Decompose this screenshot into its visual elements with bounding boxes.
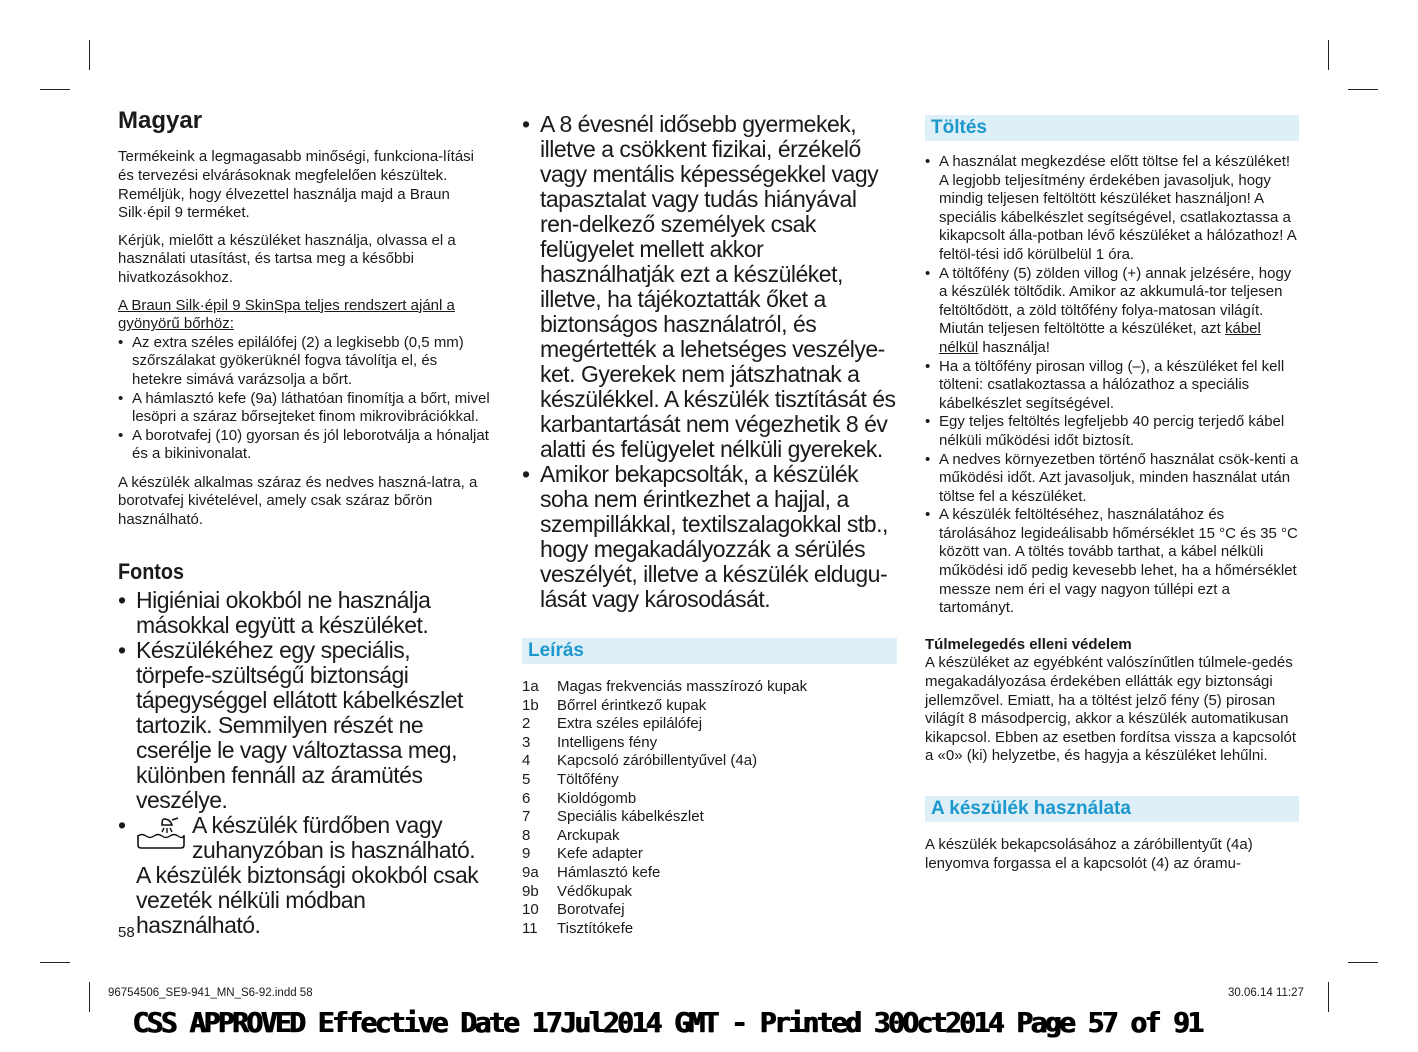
crop-mark [1348, 962, 1378, 963]
section-title-fontos: Fontos [118, 558, 184, 584]
table-row [522, 697, 807, 716]
part-name: Intelligens fény [557, 733, 658, 751]
part-name: Kapcsoló záróbillentyűvel (4a) [557, 752, 758, 770]
part-number: 6 [522, 789, 531, 807]
part-number: 9b [522, 882, 539, 900]
table-row [522, 883, 807, 902]
part-number: 5 [522, 770, 531, 788]
table-row [522, 771, 807, 790]
table-row [522, 715, 807, 734]
part-name: Bőrrel érintkező kupak [557, 696, 707, 714]
list-item: • A nedves környezetben történő használat csök-kenti a működési időt. Azt javasoljuk, minden használat után töltse fel a készüléket. [925, 451, 1299, 507]
part-number: 10 [522, 901, 539, 919]
print-date: 30.06.14 11:27 [1228, 987, 1304, 999]
part-number: 4 [522, 752, 531, 770]
table-row [522, 678, 807, 697]
list-item: • Egy teljes feltöltés legfeljebb 40 percig terjedő kábel nélküli működési időt biztosít. [925, 413, 1299, 450]
list-item: • Az extra széles epilálófej (2) a legkisebb (0,5 mm) szőrszálakat gyökerüknél fogva távolítja el, és hetekre simává varázsolja a bőrt. [118, 334, 490, 390]
part-name: Védőkupak [557, 882, 633, 900]
file-info: 96754506_SE9-941_MN_S6-92.indd 58 [108, 987, 313, 999]
list-item: • A készülék feltöltéséhez, használatához és tárolásához legideálisabb hőmérséklet 15 °C és 35 °C között van. A töltés tovább tarthat, a kábel nélküli működési idő pedig kevesebb lehet, ha a hőmérséklet messze nem éri el vagy nagyon túllépi ezt a tartományt. [925, 506, 1299, 618]
part-number: 9a [522, 863, 539, 881]
part-name: Töltőfény [557, 770, 619, 788]
parts-table [522, 678, 807, 938]
column-right [925, 115, 1299, 882]
wet-dry-paragraph: A készülék alkalmas száraz és nedves haszná-latra, a borotvafej kivételével, amely csak száraz bőrön használható. [118, 473, 478, 529]
list-item-text: A töltőfény (5) zölden villog (+) annak jelzésére, hogy a készülék töltődik. Amikor az akkumulá-tor teljesen feltöltődött, a zöld töltőfény folya-matosan világít. Miután teljesen feltöltötte a készüléket, azt [939, 264, 1292, 338]
crop-mark [40, 962, 70, 963]
bath-use-text: A készülék fürdőben vagy zuhanyzóban is használható. A készülék biztonsági okokból csak vezeték nélküli módban használható. [136, 811, 479, 938]
list-item: • Amikor bekapcsolták, a készülék soha nem érintkezhet a hajjal, a szempillákkal, textilszalagokkal stb., hogy megakadályozzák a sérülés veszélyét, illetve a készülék eldugu-lását vagy károsodását. [522, 462, 897, 612]
crop-mark [1328, 982, 1329, 1012]
part-number: 11 [522, 919, 538, 937]
list-item-text: használja! [978, 338, 1050, 356]
table-row [522, 752, 807, 771]
part-name: Arckupak [557, 826, 620, 844]
bath-shower-icon [136, 815, 186, 849]
section-header-hasznalat: A készülék használata [925, 796, 1299, 822]
list-item: • A 8 évesnél idősebb gyermekek, illetve a csökkent fizikai, érzékelő vagy mentális képességekkel vagy tapasztalat vagy tudás hiányával ren-delkező személyek csak felügyelet mellett akkor használhatják ezt a készüléket, illetve, ha tájékoztatták őket a biztonságos használatról, és megértették a lehetséges veszélye-ket. Gyerekek nem játszhatnak a készülékkel. A készülék tisztítását és karbantartását nem végezhetik 8 év alatti és felügyelet nélküli gyerekek. [522, 112, 897, 462]
part-name: Hámlasztó kefe [557, 863, 661, 881]
charging-list [925, 153, 1299, 618]
table-row [522, 790, 807, 809]
part-number: 7 [522, 808, 531, 826]
list-item: • A használat megkezdése előtt töltse fel a készüléket! A legjobb teljesítmény érdekében javasoljuk, hogy mindig teljesen feltöltött készüléket használjon! A speciális kábelkészlet segítségével, csatlakoztassa a kikapcsolt álla-potban lévő készüléket a hálózathoz! A feltöl-tési idő körülbelül 1 óra. [925, 153, 1299, 265]
section-header-toltes: Töltés [925, 115, 1299, 141]
overheat-title: Túlmelegedés elleni védelem [925, 635, 1132, 653]
part-name: Tisztítókefe [557, 919, 634, 937]
part-name: Extra széles epilálófej [557, 715, 703, 733]
part-name: Magas frekvenciás masszírozó kupak [557, 678, 808, 695]
cordless-emphasis: kábel nélkül [939, 320, 1261, 356]
safety-list [522, 112, 897, 612]
column-middle [522, 112, 897, 938]
list-item: • Készülékéhez egy speciális, törpefe-szültségű biztonsági tápegységgel ellátott kábelkészlet tartozik. Semmilyen részét ne cserélje le vagy változtassa meg, különben fennáll az áramütés veszélye. [118, 638, 490, 813]
table-row [522, 920, 807, 939]
part-number: 1a [522, 678, 539, 695]
part-name: Speciális kábelkészlet [557, 808, 704, 826]
table-row [522, 808, 807, 827]
feature-list [118, 334, 490, 464]
crop-mark [89, 40, 90, 70]
crop-mark [89, 982, 90, 1012]
part-number: 1b [522, 696, 539, 714]
approval-stamp: CSS APPROVED Effective Date 17Jul2014 GMT - Printed 30Oct2014 Page 57 of 91 [132, 1006, 1202, 1039]
part-number: 3 [522, 733, 531, 751]
table-row [522, 827, 807, 846]
section-header-leiras: Leírás [522, 638, 897, 664]
usage-paragraph: A készülék bekapcsolásához a záróbillentyűt (4a) lenyomva forgassa el a kapcsolót (4) az óramu- [925, 836, 1253, 872]
column-left [118, 108, 490, 938]
part-number: 9 [522, 845, 531, 863]
table-row [522, 845, 807, 864]
list-item [925, 265, 1299, 358]
crop-mark [40, 89, 70, 90]
page-number: 58 [118, 924, 135, 941]
table-row [522, 734, 807, 753]
part-name: Kioldógomb [557, 789, 637, 807]
crop-mark [1328, 40, 1329, 70]
read-manual-paragraph: Kérjük, mielőtt a készüléket használja, olvassa el a használati utasítást, és tartsa meg a későbbi hivatkozásokhoz. [118, 231, 456, 286]
important-list [118, 588, 490, 938]
part-number: 8 [522, 826, 531, 844]
overheat-paragraph: A készüléket az egyébként valószínűtlen túlmele-gedés megakadályozása érdekében ellátták egy biztonsági jellemzővel. Emiatt, ha a töltést jelző fény (5) pirosan világít 8 másodpercig, akkor a készülék automatikusan kikapcsol. Ebben az esetben fordítsa vissza a kapcsolót a «0» (ki) helyzetbe, és hagyja a készüléket lehűlni. [925, 654, 1297, 765]
list-item: • Higiéniai okokból ne használja másokkal együtt a készüléket. [118, 588, 490, 638]
list-item: • Ha a töltőfény pirosan villog (–), a készüléket fel kell tölteni: csatlakoztassa a hálózathoz a speciális kábelkészlet segítségével. [925, 358, 1299, 414]
table-row [522, 901, 807, 920]
part-name: Kefe adapter [557, 845, 643, 863]
crop-mark [1348, 89, 1378, 90]
part-name: Borotvafej [557, 901, 625, 919]
part-number: 2 [522, 715, 531, 733]
table-row [522, 864, 807, 883]
intro-paragraph: Termékeink a legmagasabb minőségi, funkciona-lítási és tervezési elvárásoknak megfelelően készültek. Reméljük, hogy élvezettel használja majd a Braun Silk·épil 9 terméket. [118, 148, 475, 222]
list-item: • A hámlasztó kefe (9a) láthatóan finomítja a bőrt, mivel lesöpri a száraz bőrsejteket finom mikrovibrációkkal. [118, 390, 490, 427]
list-item-bath [118, 813, 490, 938]
system-intro: A Braun Silk·épil 9 SkinSpa teljes rendszert ajánl a gyönyörű bőrhöz: [118, 296, 455, 333]
section-title-magyar: Magyar [118, 107, 203, 134]
list-item: • A borotvafej (10) gyorsan és jól leborotválja a hónaljat és a bikinivonalat. [118, 427, 490, 464]
